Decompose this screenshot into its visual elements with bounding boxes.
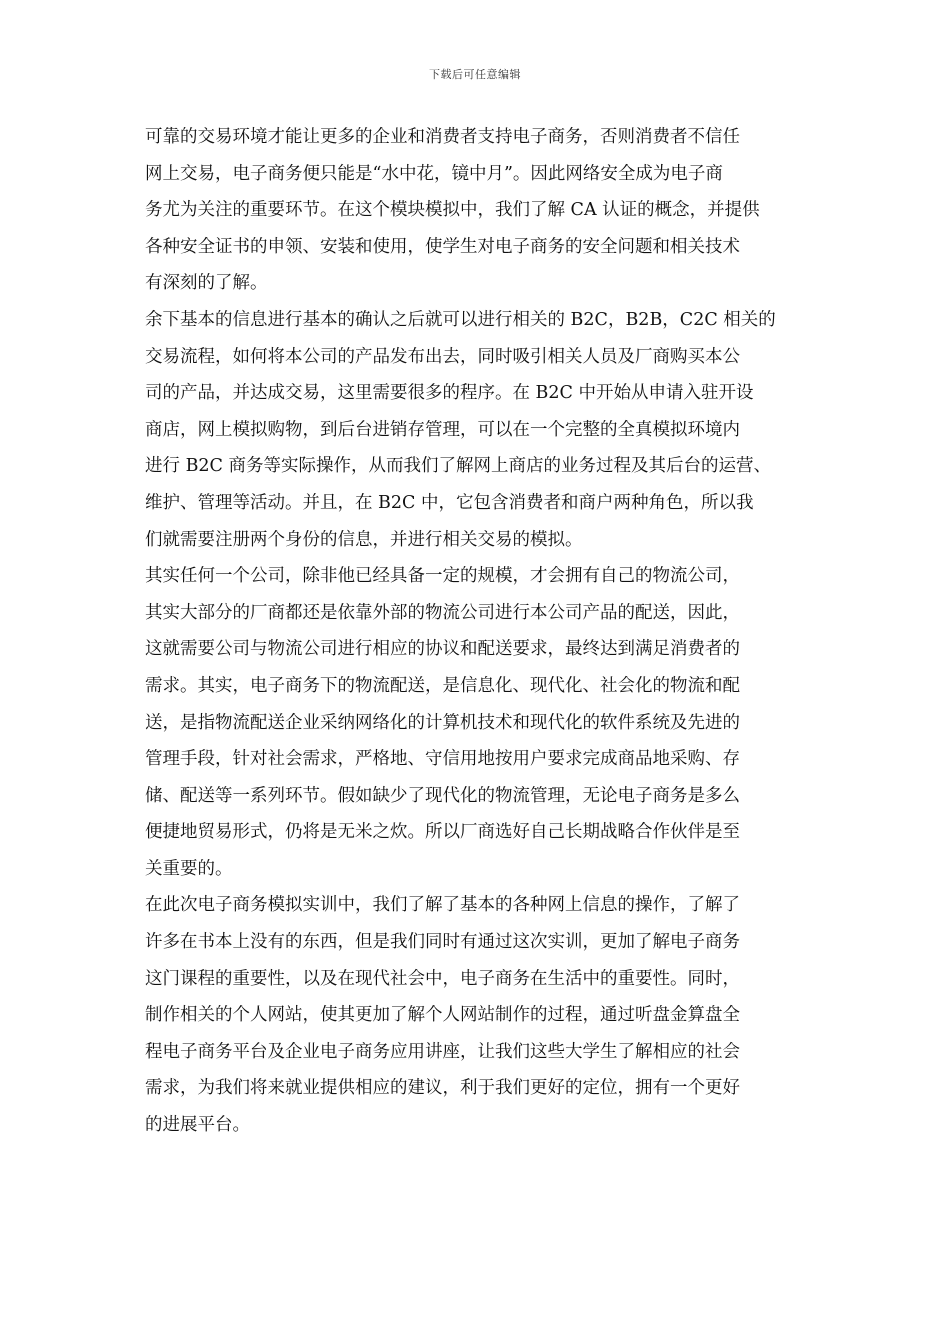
text-line: 其实任何一个公司，除非他已经具备一定的规模，才会拥有自己的物流公司， (145, 566, 740, 587)
text-line: 这门课程的重要性，以及在现代社会中，电子商务在生活中的重要性。同时， (145, 968, 740, 989)
text-line: 的进展平台。 (145, 1115, 250, 1136)
text-line: 进行 B2C 商务等实际操作，从而我们了解网上商店的业务过程及其后台的运营、 (145, 456, 772, 477)
text-line: 可靠的交易环境才能让更多的企业和消费者支持电子商务，否则消费者不信任 (145, 127, 740, 147)
text-line: 其实大部分的厂商都还是依靠外部的物流公司进行本公司产品的配送，因此， (145, 602, 740, 623)
text-line: 储、配送等一系列环节。假如缺少了现代化的物流管理，无论电子商务是多么 (145, 785, 740, 806)
text-line: 便捷地贸易形式，仍将是无米之炊。所以厂商选好自己长期战略合作伙伴是至 (145, 822, 740, 843)
text-line: 在此次电子商务模拟实训中，我们了解了基本的各种网上信息的操作，了解了 (145, 895, 740, 916)
document-body (145, 119, 825, 1144)
text-line: 余下基本的信息进行基本的确认之后就可以进行相关的 B2C，B2B，C2C 相关的 (145, 309, 776, 330)
text-line: 需求。其实，电子商务下的物流配送，是信息化、现代化、社会化的物流和配 (145, 675, 740, 696)
text-line: 关重要的。 (145, 858, 233, 879)
text-line: 这就需要公司与物流公司进行相应的协议和配送要求，最终达到满足消费者的 (145, 639, 740, 660)
text-line: 维护、管理等活动。并且，在 B2C 中，它包含消费者和商户两种角色，所以我 (145, 492, 754, 513)
text-line: 管理手段，针对社会需求，严格地、守信用地按用户要求完成商品地采购、存 (145, 749, 740, 770)
text-line: 各种安全证书的申领、安装和使用，使学生对电子商务的安全问题和相关技术 (145, 236, 740, 257)
text-line: 商店，网上模拟购物，到后台进销存管理，可以在一个完整的全真模拟环境内 (145, 419, 740, 440)
page-header: 下载后可任意编辑 (429, 68, 521, 81)
text-line: 需求，为我们将来就业提供相应的建议，利于我们更好的定位，拥有一个更好 (145, 1078, 740, 1099)
text-line: 务尤为关注的重要环节。在这个模块模拟中，我们了解 CA 认证的概念，并提供 (145, 200, 760, 221)
text-line: 制作相关的个人网站，使其更加了解个人网站制作的过程，通过听盘金算盘全 (145, 1005, 740, 1026)
text-line: 许多在书本上没有的东西，但是我们同时有通过这次实训，更加了解电子商务 (145, 932, 740, 953)
text-line: 网上交易，电子商务便只能是“水中花，镜中月”。因此网络安全成为电子商 (145, 163, 723, 184)
text-line: 程电子商务平台及企业电子商务应用讲座，让我们这些大学生了解相应的社会 (145, 1041, 740, 1062)
text-line: 有深刻的了解。 (145, 273, 268, 294)
text-line: 交易流程，如何将本公司的产品发布出去，同时吸引相关人员及厂商购买本公 (145, 346, 740, 367)
text-line: 司的产品，并达成交易，这里需要很多的程序。在 B2C 中开始从申请入驻开设 (145, 383, 754, 404)
text-line: 们就需要注册两个身份的信息，并进行相关交易的模拟。 (145, 529, 583, 550)
text-line: 送，是指物流配送企业采纳网络化的计算机技术和现代化的软件系统及先进的 (145, 712, 740, 733)
